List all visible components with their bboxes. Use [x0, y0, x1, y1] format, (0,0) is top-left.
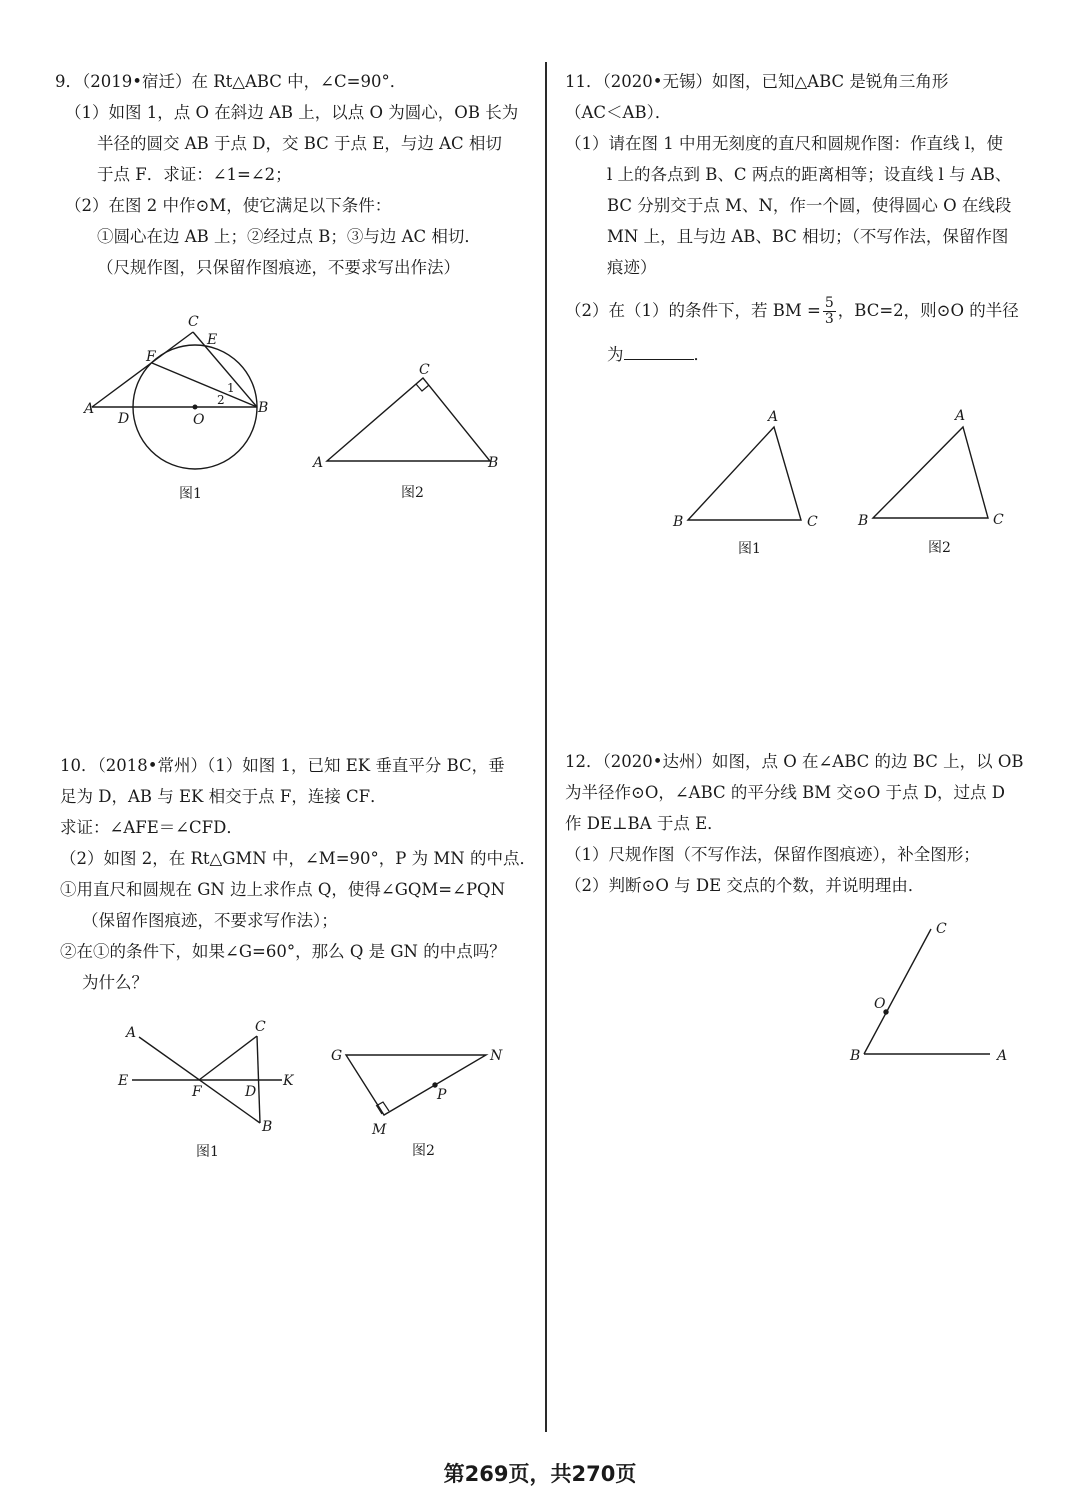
- p10f1-label-C: C: [255, 1019, 266, 1035]
- p11-q2-line-2: [565, 339, 1045, 370]
- p11-figure-1: [665, 400, 835, 560]
- p9f1-label-2: 2: [217, 393, 225, 407]
- p10f2-caption: 图2: [412, 1143, 435, 1159]
- p12-line-1: 12．（2020•达州）如图，点 O 在∠ABC 的边 BC 上，以 OB: [565, 752, 1024, 771]
- p11-line-4: l 上的各点到 B、C 两点的距离相等；设直线 l 与 AB、: [607, 165, 1012, 184]
- p9-line-4: 于点 F．求证：∠1=∠2；: [97, 165, 292, 184]
- p11f2-label-A: A: [955, 408, 966, 424]
- p12-figure: [840, 915, 1030, 1075]
- p10f1-label-E: E: [118, 1073, 129, 1089]
- p10-line-3: 求证：∠AFE＝∠CFD．: [60, 818, 243, 837]
- p12-line-5: （2）判断⊙O 与 DE 交点的个数，并说明理由．: [565, 876, 925, 895]
- p10f1-label-D: D: [245, 1084, 257, 1100]
- p11-fraction-den: 3: [824, 311, 834, 327]
- p10-line-7: ②在①的条件下，如果∠G=60°，那么 Q 是 GN 的中点吗？: [60, 942, 506, 961]
- p10-figure-1: [110, 1015, 310, 1165]
- p11-line-5: BC 分别交于点 M、N，作一个圆，使得圆心 O 在线段: [607, 196, 1012, 215]
- p11f1-label-B: B: [673, 514, 684, 530]
- p10-line-2: 足为 D，AB 与 EK 相交于点 F，连接 CF．: [60, 787, 387, 806]
- p11-fraction: [823, 296, 836, 327]
- p10f2-label-M: M: [372, 1122, 387, 1138]
- problem-10: [60, 750, 540, 998]
- p9f1-label-D: D: [118, 411, 130, 427]
- p12-label-O: O: [874, 996, 886, 1012]
- p11-line-3: （1）请在图 1 中用无刻度的直尺和圆规作图：作直线 l，使: [565, 134, 1004, 153]
- p10-line-4: （2）如图 2，在 Rt△GMN 中，∠M=90°，P 为 MN 的中点．: [60, 849, 536, 868]
- p11f1-label-C: C: [807, 514, 818, 530]
- p10-figure-2: [325, 1040, 515, 1165]
- p12-line-2: 为半径作⊙O，∠ABC 的平分线 BM 交⊙O 于点 D，过点 D: [565, 783, 1005, 802]
- p11-line-1: 11．（2020•无锡）如图，已知△ABC 是锐角三角形: [565, 72, 949, 91]
- p10-line-1: 10．（2018•常州）（1）如图 1，已知 EK 垂直平分 BC，垂: [60, 756, 505, 775]
- p9f2-label-B: B: [488, 455, 499, 471]
- p9f1-label-O: O: [193, 412, 205, 428]
- p10f1-label-K: K: [283, 1073, 294, 1089]
- p9f2-label-C: C: [419, 362, 430, 378]
- p11f1-caption: 图1: [738, 541, 761, 557]
- p12-label-A: A: [997, 1048, 1008, 1064]
- p11f1-label-A: A: [768, 409, 779, 425]
- p12-label-C: C: [936, 921, 947, 937]
- p10-line-6: （保留作图痕迹，不要求写作法）；: [82, 911, 338, 930]
- p11f2-label-C: C: [993, 512, 1004, 528]
- page-footer: 第269页，共270页: [443, 1462, 637, 1486]
- p10f1-label-F: F: [192, 1084, 202, 1100]
- p11-line-7: 痕迹）: [607, 258, 657, 277]
- p9-line-7: （尺规作图，只保留作图痕迹，不要求写出作法）: [97, 258, 460, 277]
- p9f2-label-A: A: [313, 455, 324, 471]
- p9-line-2: （1）如图 1，点 O 在斜边 AB 上，以点 O 为圆心，OB 长为: [65, 103, 519, 122]
- p12-line-3: 作 DE⊥BA 于点 E．: [565, 814, 724, 833]
- answer-blank[interactable]: [624, 341, 694, 360]
- p10-line-8: 为什么？: [82, 973, 148, 992]
- p12-label-B: B: [850, 1048, 861, 1064]
- p9f1-label-E: E: [207, 332, 218, 348]
- p9f1-label-F: F: [146, 349, 156, 365]
- p11f2-label-B: B: [858, 513, 869, 529]
- problem-12: [565, 746, 1045, 901]
- problem-11: [565, 66, 1045, 370]
- p10-line-5: ①用直尺和圆规在 GN 边上求作点 Q，使得∠GQM=∠PQN: [60, 880, 506, 899]
- p11f2-caption: 图2: [928, 540, 951, 556]
- p12-line-4: （1）尺规作图（不写作法，保留作图痕迹），补全图形；: [565, 845, 980, 864]
- p11-q2-prefix: 为: [607, 345, 624, 364]
- p11-q2: [565, 295, 1045, 327]
- p9f1-label-B: B: [258, 400, 269, 416]
- p10f2-label-N: N: [490, 1048, 503, 1064]
- p10f1-label-A: A: [126, 1025, 137, 1041]
- p9-line-5: （2）在图 2 中作⊙M，使它满足以下条件：: [65, 196, 392, 215]
- p9-figure-2: [305, 360, 515, 510]
- p9-figure-1: [80, 310, 280, 510]
- p9f1-label-C: C: [188, 314, 199, 330]
- p9-line-3: 半径的圆交 AB 于点 D，交 BC 于点 E，与边 AC 相切: [97, 134, 502, 153]
- p10f1-label-B: B: [262, 1119, 273, 1135]
- p11-line-6: MN 上，且与边 AB、BC 相切；（不写作法，保留作图: [607, 227, 1009, 246]
- p11-figure-2: [850, 400, 1020, 560]
- p9-line-1: 9．（2019•宿迁）在 Rt△ABC 中，∠C=90°．: [55, 72, 407, 91]
- column-divider: [545, 62, 547, 1432]
- problem-9: [55, 66, 535, 283]
- p9f1-label-A: A: [84, 401, 95, 417]
- p9f1-label-1: 1: [227, 381, 235, 395]
- p10f2-label-G: G: [331, 1048, 343, 1064]
- p11-q2-text: （2）在（1）的条件下，若 BM =: [565, 301, 821, 320]
- p11-line-2: （AC＜AB）．: [565, 103, 672, 122]
- p11-q2-text-2: ，BC=2，则⊙O 的半径: [837, 301, 1019, 320]
- p11-q2-end: ．: [693, 345, 710, 364]
- p11-fraction-num: 5: [824, 295, 834, 311]
- p9f2-caption: 图2: [401, 485, 424, 501]
- p9-line-6: ①圆心在边 AB 上；②经过点 B；③与边 AC 相切．: [97, 227, 481, 246]
- p9f1-caption: 图1: [179, 486, 202, 502]
- p10f2-label-P: P: [437, 1087, 447, 1103]
- p10f1-caption: 图1: [196, 1144, 219, 1160]
